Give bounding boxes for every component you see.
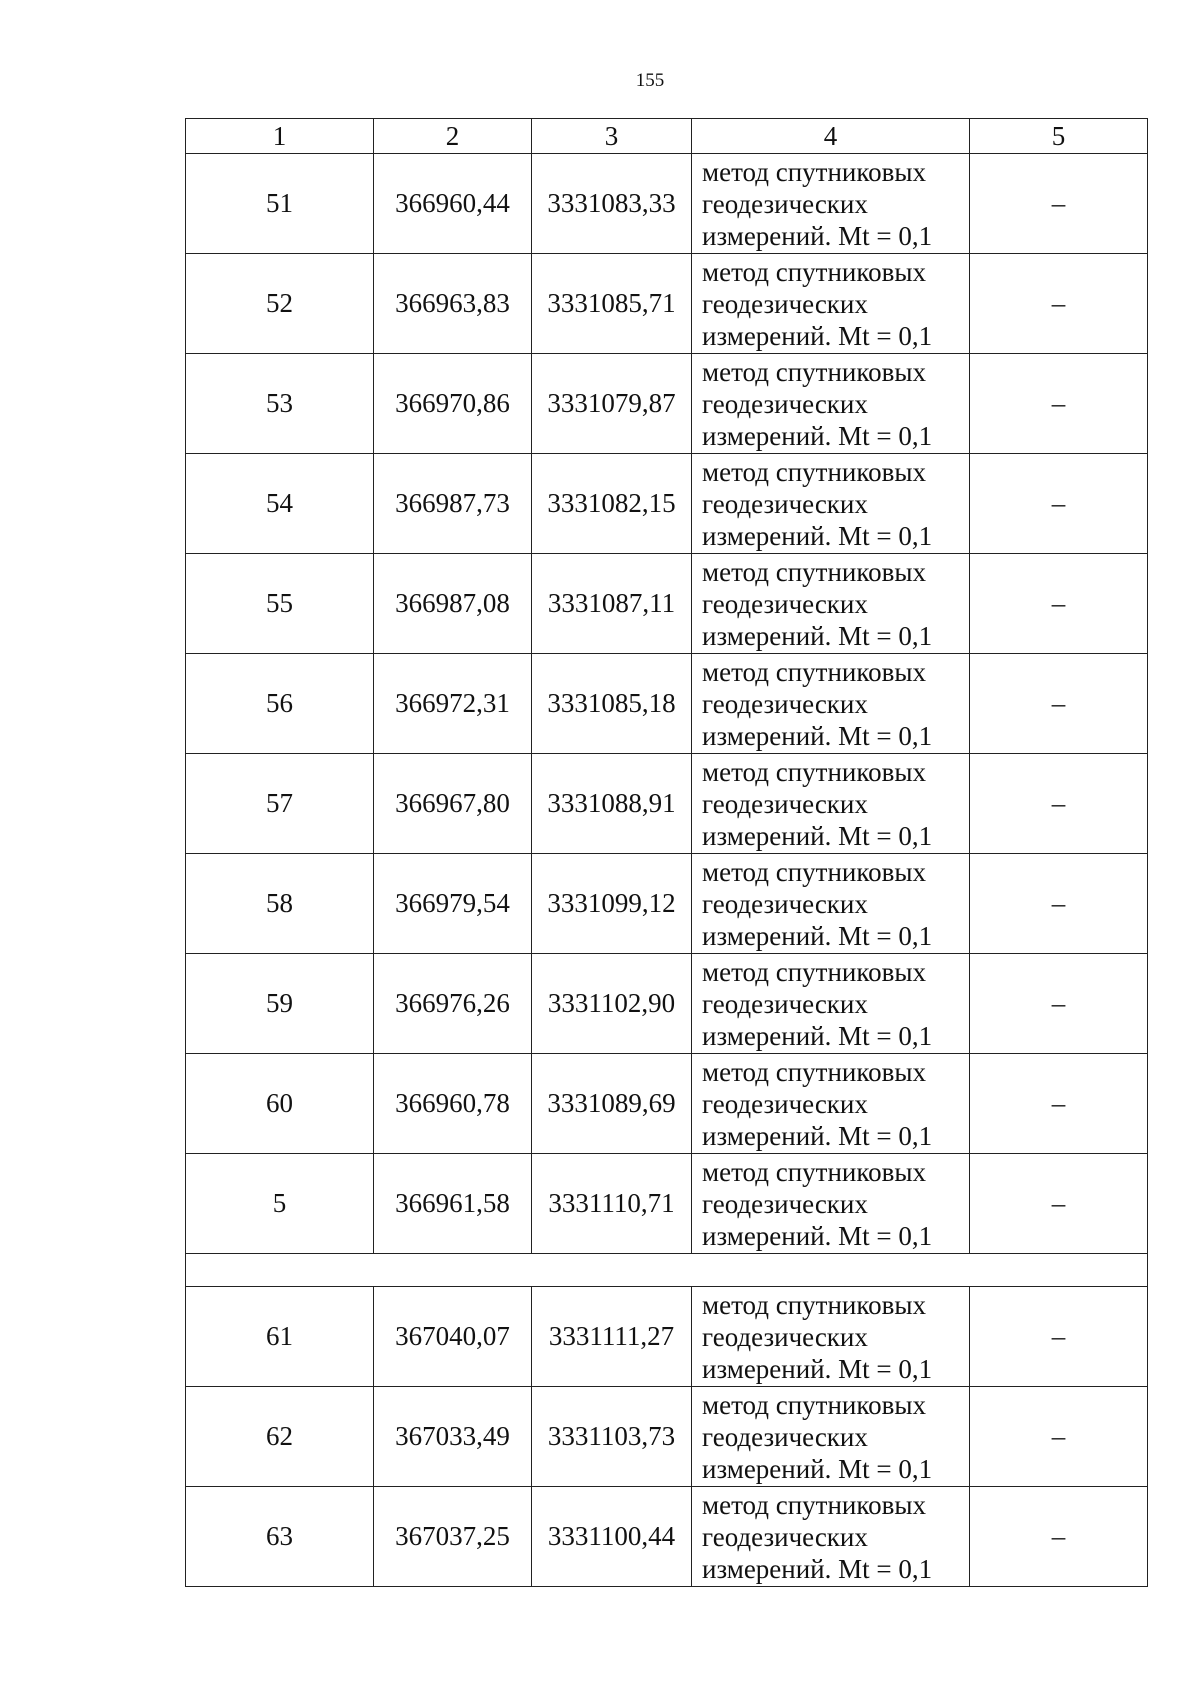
y-coordinate-cell: 3331085,71 bbox=[532, 254, 692, 354]
x-coordinate-cell: 366979,54 bbox=[374, 854, 532, 954]
table-row bbox=[186, 454, 1148, 554]
method-text-line: геодезических bbox=[702, 1421, 868, 1452]
point-number-cell: 61 bbox=[186, 1287, 374, 1387]
table-row bbox=[186, 254, 1148, 354]
method-text-line: измерений. Mt = 0,1 bbox=[702, 820, 933, 851]
table-row bbox=[186, 1054, 1148, 1154]
method-cell bbox=[692, 354, 970, 454]
method-text-line: геодезических bbox=[702, 788, 868, 819]
method-text-line: геодезических bbox=[702, 888, 868, 919]
point-number-cell: 53 bbox=[186, 354, 374, 454]
note-cell: – bbox=[970, 954, 1148, 1054]
header-row bbox=[186, 119, 1148, 154]
point-number-cell: 60 bbox=[186, 1054, 374, 1154]
method-text-line: геодезических bbox=[702, 1188, 868, 1219]
x-coordinate-cell: 366976,26 bbox=[374, 954, 532, 1054]
method-text-line: метод спутниковых bbox=[702, 756, 926, 787]
point-number-cell: 54 bbox=[186, 454, 374, 554]
x-coordinate-cell: 366967,80 bbox=[374, 754, 532, 854]
x-coordinate-cell: 366961,58 bbox=[374, 1154, 532, 1254]
method-cell bbox=[692, 754, 970, 854]
method-text-line: метод спутниковых bbox=[702, 256, 926, 287]
method-text-line: геодезических bbox=[702, 1521, 868, 1552]
note-cell: – bbox=[970, 1387, 1148, 1487]
method-cell bbox=[692, 854, 970, 954]
method-cell bbox=[692, 1287, 970, 1387]
method-text-line: измерений. Mt = 0,1 bbox=[702, 220, 933, 251]
x-coordinate-cell: 366987,08 bbox=[374, 554, 532, 654]
method-cell bbox=[692, 654, 970, 754]
table-row bbox=[186, 1287, 1148, 1387]
x-coordinate-cell: 366960,44 bbox=[374, 154, 532, 254]
y-coordinate-cell: 3331110,71 bbox=[532, 1154, 692, 1254]
coordinates-table bbox=[185, 118, 1148, 1587]
table-row bbox=[186, 954, 1148, 1054]
method-text-line: геодезических bbox=[702, 988, 868, 1019]
column-header-2: 2 bbox=[374, 119, 532, 154]
table-row bbox=[186, 654, 1148, 754]
point-number-cell: 51 bbox=[186, 154, 374, 254]
method-text-line: геодезических bbox=[702, 188, 868, 219]
table-row bbox=[186, 754, 1148, 854]
y-coordinate-cell: 3331089,69 bbox=[532, 1054, 692, 1154]
point-number-cell: 62 bbox=[186, 1387, 374, 1487]
method-cell bbox=[692, 1154, 970, 1254]
y-coordinate-cell: 3331103,73 bbox=[532, 1387, 692, 1487]
column-header-5: 5 bbox=[970, 119, 1148, 154]
point-number-cell: 63 bbox=[186, 1487, 374, 1587]
point-number-cell: 52 bbox=[186, 254, 374, 354]
method-cell bbox=[692, 1487, 970, 1587]
note-cell: – bbox=[970, 654, 1148, 754]
x-coordinate-cell: 366963,83 bbox=[374, 254, 532, 354]
method-text-line: метод спутниковых bbox=[702, 1389, 926, 1420]
method-text-line: измерений. Mt = 0,1 bbox=[702, 1020, 933, 1051]
column-header-1: 1 bbox=[186, 119, 374, 154]
method-text-line: метод спутниковых bbox=[702, 656, 926, 687]
method-text-line: измерений. Mt = 0,1 bbox=[702, 1220, 933, 1251]
method-text-line: метод спутниковых bbox=[702, 1056, 926, 1087]
column-header-3: 3 bbox=[532, 119, 692, 154]
method-text-line: метод спутниковых bbox=[702, 456, 926, 487]
table-row bbox=[186, 154, 1148, 254]
x-coordinate-cell: 366987,73 bbox=[374, 454, 532, 554]
note-cell: – bbox=[970, 1054, 1148, 1154]
y-coordinate-cell: 3331111,27 bbox=[532, 1287, 692, 1387]
table-row bbox=[186, 354, 1148, 454]
method-text-line: метод спутниковых bbox=[702, 156, 926, 187]
page-number: 155 bbox=[635, 70, 665, 91]
point-number-cell: 5 bbox=[186, 1154, 374, 1254]
table-row bbox=[186, 1387, 1148, 1487]
method-text-line: метод спутниковых bbox=[702, 356, 926, 387]
table-row bbox=[186, 1487, 1148, 1587]
method-text-line: измерений. Mt = 0,1 bbox=[702, 720, 933, 751]
method-cell bbox=[692, 554, 970, 654]
method-text-line: метод спутниковых bbox=[702, 1156, 926, 1187]
note-cell: – bbox=[970, 1487, 1148, 1587]
method-cell bbox=[692, 254, 970, 354]
point-number-cell: 59 bbox=[186, 954, 374, 1054]
note-cell: – bbox=[970, 254, 1148, 354]
x-coordinate-cell: 366970,86 bbox=[374, 354, 532, 454]
note-cell: – bbox=[970, 754, 1148, 854]
x-coordinate-cell: 367037,25 bbox=[374, 1487, 532, 1587]
method-cell bbox=[692, 1387, 970, 1487]
method-text-line: геодезических bbox=[702, 1321, 868, 1352]
y-coordinate-cell: 3331087,11 bbox=[532, 554, 692, 654]
note-cell: – bbox=[970, 854, 1148, 954]
y-coordinate-cell: 3331088,91 bbox=[532, 754, 692, 854]
method-text-line: измерений. Mt = 0,1 bbox=[702, 1353, 933, 1384]
x-coordinate-cell: 366972,31 bbox=[374, 654, 532, 754]
y-coordinate-cell: 3331082,15 bbox=[532, 454, 692, 554]
method-text-line: измерений. Mt = 0,1 bbox=[702, 920, 933, 951]
group-separator-cell bbox=[186, 1254, 1148, 1287]
method-text-line: метод спутниковых bbox=[702, 556, 926, 587]
method-cell bbox=[692, 1054, 970, 1154]
method-text-line: измерений. Mt = 0,1 bbox=[702, 1553, 933, 1584]
method-text-line: метод спутниковых bbox=[702, 856, 926, 887]
method-text-line: геодезических bbox=[702, 488, 868, 519]
method-text-line: геодезических bbox=[702, 388, 868, 419]
method-text-line: измерений. Mt = 0,1 bbox=[702, 320, 933, 351]
y-coordinate-cell: 3331099,12 bbox=[532, 854, 692, 954]
table-row bbox=[186, 1154, 1148, 1254]
method-text-line: измерений. Mt = 0,1 bbox=[702, 1453, 933, 1484]
point-number-cell: 57 bbox=[186, 754, 374, 854]
method-text-line: измерений. Mt = 0,1 bbox=[702, 620, 933, 651]
x-coordinate-cell: 367033,49 bbox=[374, 1387, 532, 1487]
point-number-cell: 58 bbox=[186, 854, 374, 954]
group-separator-row bbox=[186, 1254, 1148, 1287]
table-body bbox=[186, 154, 1148, 1587]
table-header bbox=[186, 119, 1148, 154]
method-cell bbox=[692, 954, 970, 1054]
point-number-cell: 56 bbox=[186, 654, 374, 754]
y-coordinate-cell: 3331102,90 bbox=[532, 954, 692, 1054]
method-cell bbox=[692, 454, 970, 554]
method-text-line: измерений. Mt = 0,1 bbox=[702, 420, 933, 451]
method-text-line: геодезических bbox=[702, 688, 868, 719]
note-cell: – bbox=[970, 454, 1148, 554]
column-header-4: 4 bbox=[692, 119, 970, 154]
point-number-cell: 55 bbox=[186, 554, 374, 654]
method-text-line: геодезических bbox=[702, 288, 868, 319]
y-coordinate-cell: 3331085,18 bbox=[532, 654, 692, 754]
x-coordinate-cell: 366960,78 bbox=[374, 1054, 532, 1154]
method-text-line: метод спутниковых bbox=[702, 1489, 926, 1520]
x-coordinate-cell: 367040,07 bbox=[374, 1287, 532, 1387]
table-row bbox=[186, 554, 1148, 654]
y-coordinate-cell: 3331100,44 bbox=[532, 1487, 692, 1587]
note-cell: – bbox=[970, 154, 1148, 254]
method-cell bbox=[692, 154, 970, 254]
note-cell: – bbox=[970, 1154, 1148, 1254]
method-text-line: метод спутниковых bbox=[702, 1289, 926, 1320]
method-text-line: геодезических bbox=[702, 588, 868, 619]
note-cell: – bbox=[970, 554, 1148, 654]
note-cell: – bbox=[970, 354, 1148, 454]
y-coordinate-cell: 3331079,87 bbox=[532, 354, 692, 454]
method-text-line: геодезических bbox=[702, 1088, 868, 1119]
method-text-line: метод спутниковых bbox=[702, 956, 926, 987]
y-coordinate-cell: 3331083,33 bbox=[532, 154, 692, 254]
note-cell: – bbox=[970, 1287, 1148, 1387]
method-text-line: измерений. Mt = 0,1 bbox=[702, 1120, 933, 1151]
table-row bbox=[186, 854, 1148, 954]
method-text-line: измерений. Mt = 0,1 bbox=[702, 520, 933, 551]
